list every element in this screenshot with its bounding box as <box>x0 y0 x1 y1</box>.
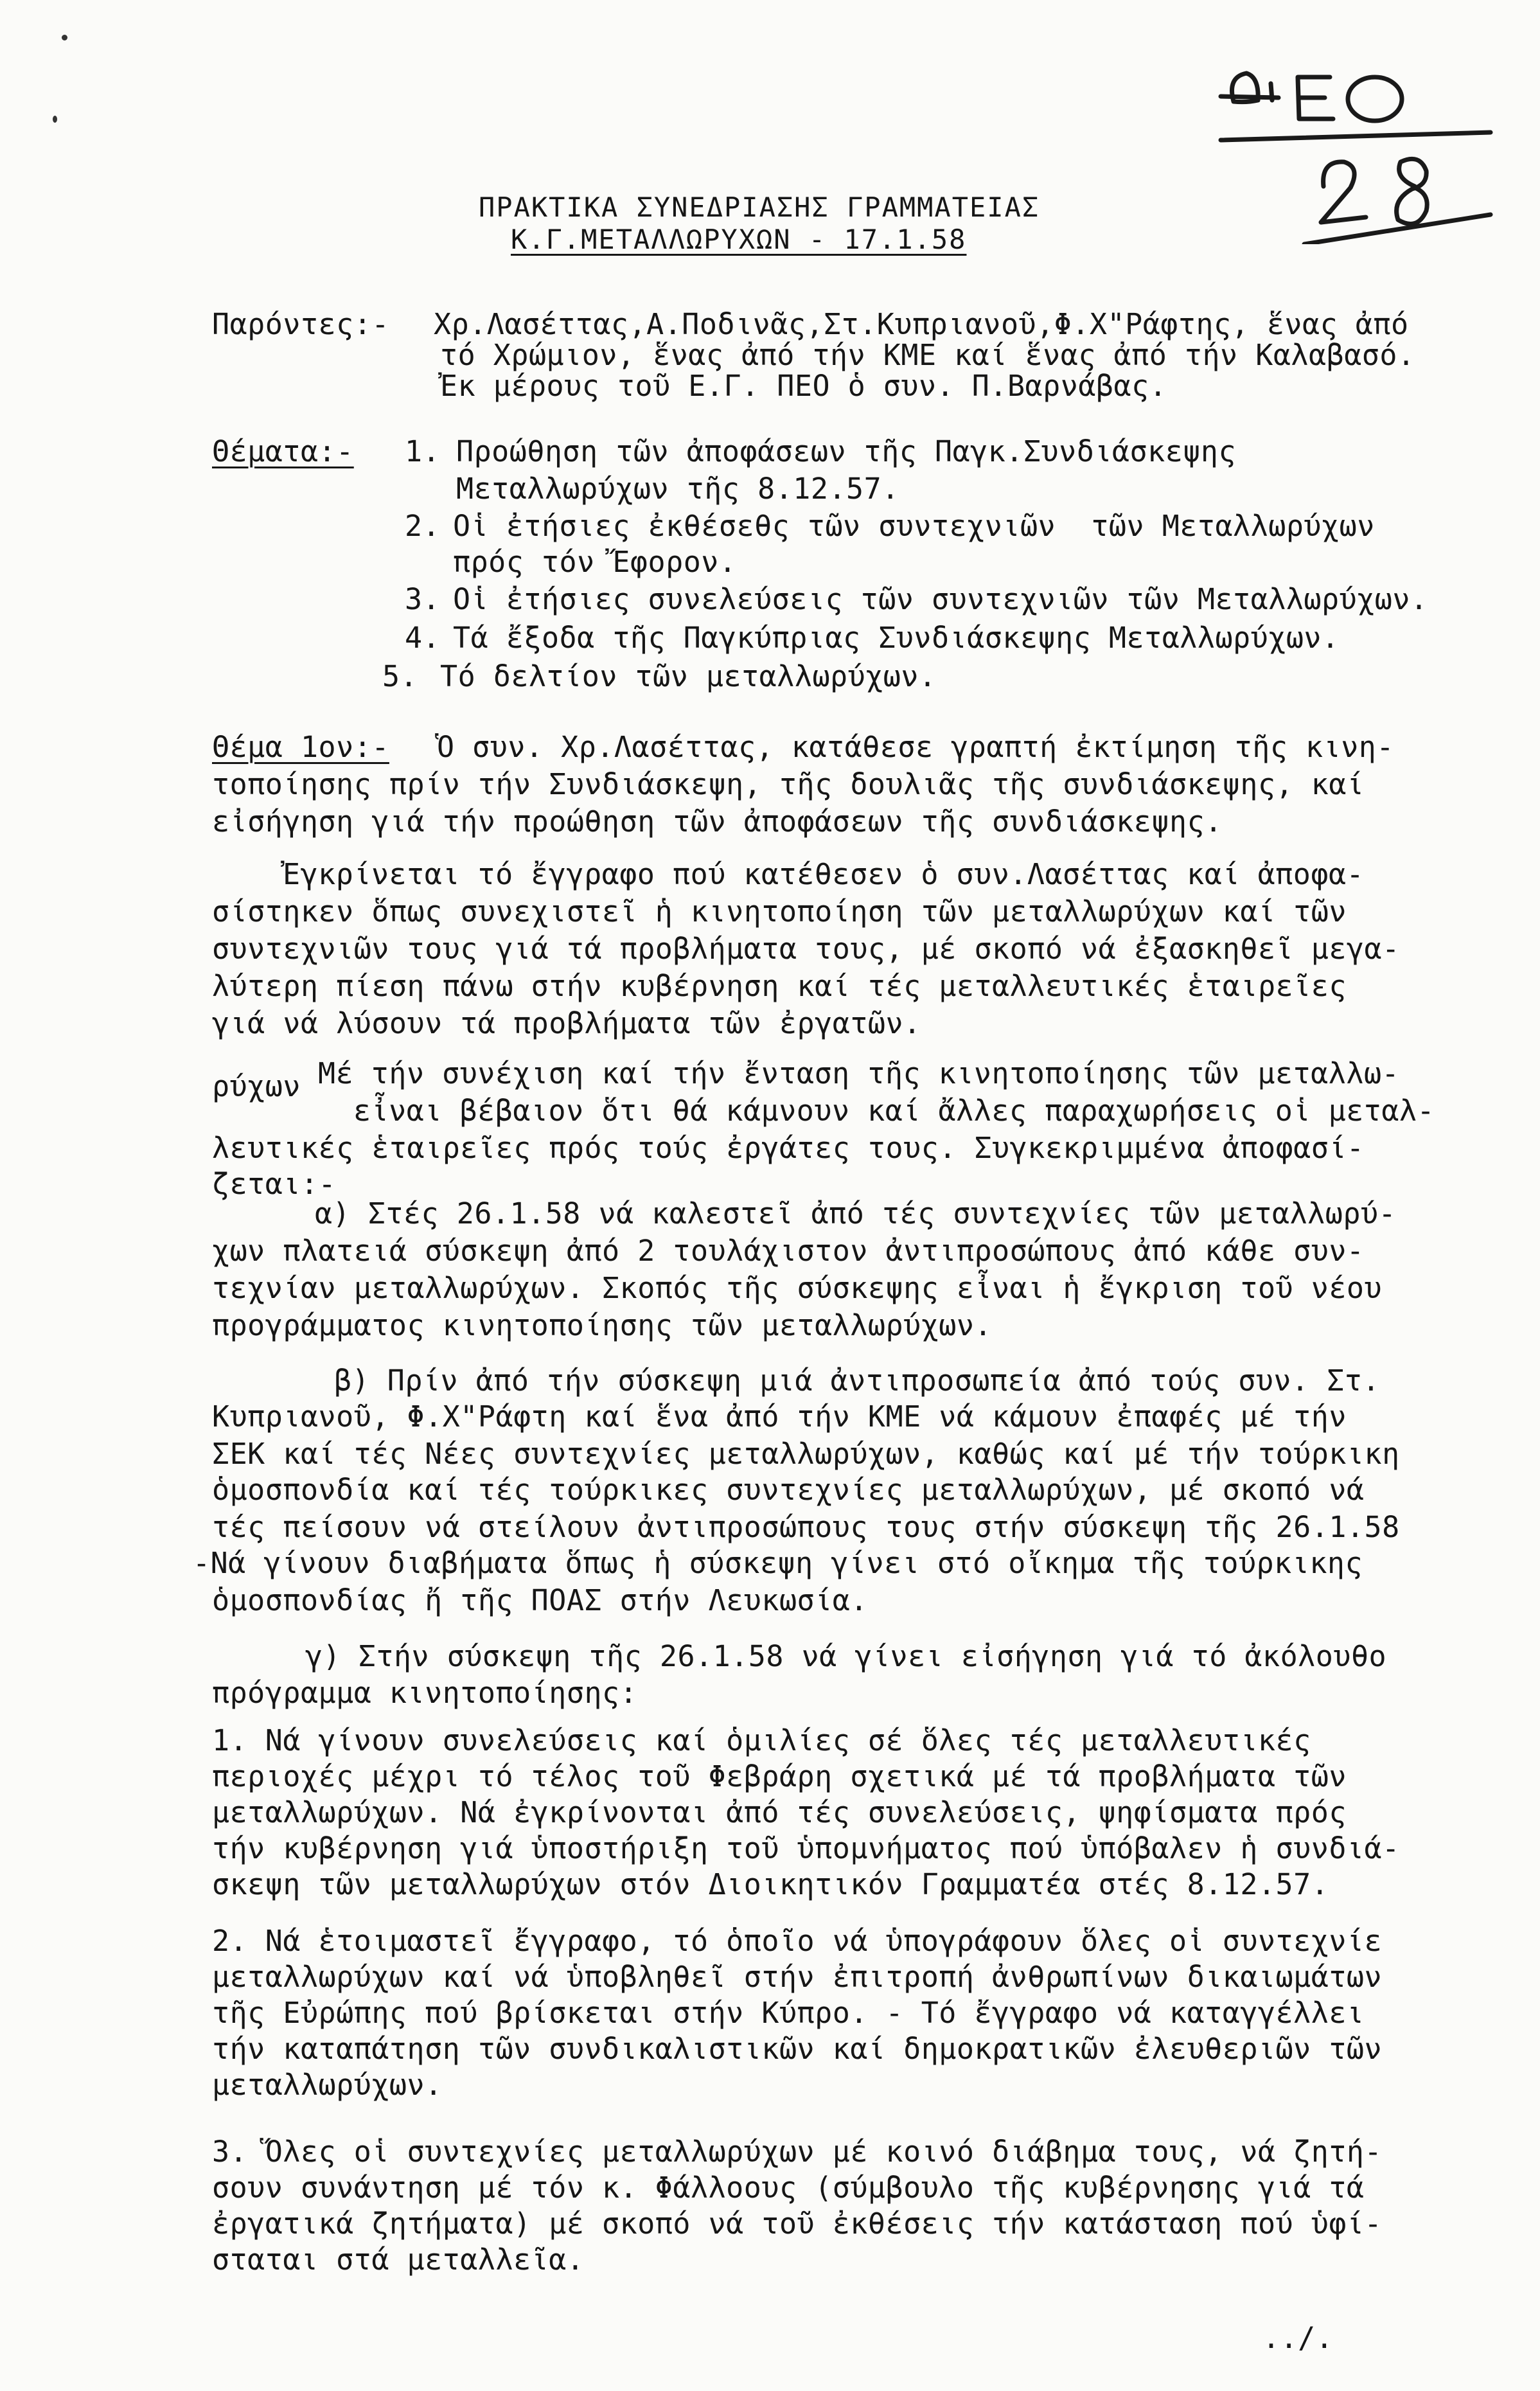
paragraph-line: λύτερη πίεση πάνω στήν κυβέρνηση καί τές μεταλλευτικές ἑταιρεῖες <box>212 969 1347 1003</box>
decision-line: προγράμματος κινητοποίησης τῶν μεταλλωρύχων. <box>212 1308 993 1342</box>
decision-line: ὁμοσπονδίας ἤ τῆς ΠΟΑΣ στήν Λευκωσία. <box>212 1583 868 1617</box>
decision-line: πρόγραμμα κινητοποίησης: <box>212 1676 638 1710</box>
paragraph-line: συντεχνιῶν τους γιά τά προβλήματα τους, μέ σκοπό νά ἐξασκηθεῖ μεγα- <box>212 932 1400 966</box>
attendees-label: Παρόντες:- <box>212 307 389 341</box>
document-title: ΠΡΑΚΤΙΚΑ ΣΥΝΕΔΡΙΑΣΗΣ ΓΡΑΜΜΑΤΕΙΑΣ <box>479 191 1040 223</box>
agenda-item-text: Προώθηση τῶν ἀποφάσεων τῆς Παγκ.Συνδιάσκεψης <box>456 434 1237 468</box>
paragraph-line: Ὁ συν. Χρ.Λασέττας, κατάθεσε γραπτή ἐκτίμηση τῆς κινη- <box>437 730 1394 764</box>
paragraph-line: εἰσήγηση γιά τήν προώθηση τῶν ἀποφάσεων τῆς συνδιάσκεψης. <box>212 804 1223 839</box>
agenda-item-number: 2. <box>405 509 441 543</box>
program-item-line: σταται στά μεταλλεῖα. <box>212 2243 585 2277</box>
topic-label: Θέμα 1ον:- <box>212 730 389 764</box>
agenda-item-number: 1. <box>405 434 441 468</box>
paragraph-line: εἶναι βέβαιον ὅτι θά κάμνουν καί ἄλλες παραχωρήσεις οἱ μεταλ- <box>353 1094 1435 1128</box>
agenda-item-number: 3. <box>405 582 441 616</box>
paragraph-line: γιά νά λύσουν τά προβλήματα τῶν ἐργατῶν. <box>212 1006 921 1040</box>
decision-line: β) Πρίν ἀπό τήν σύσκεψη μιά ἀντιπροσωπεία ἀπό τούς συν. Στ. <box>334 1364 1380 1398</box>
decision-line: τεχνίαν μεταλλωρύχων. Σκοπός τῆς σύσκεψης εἶναι ἡ ἔγκριση τοῦ νέου <box>212 1271 1383 1305</box>
attendees-line: Χρ.Λασέττας,Α.Ποδινᾶς,Στ.Κυπριανοῦ,Φ.Χ"Ράφτης, ἕνας ἀπό <box>434 307 1409 341</box>
agenda-item-number: 4. <box>405 621 441 655</box>
decision-line: α) Στές 26.1.58 νά καλεστεῖ ἀπό τές συντεχνίες τῶν μεταλλωρύ- <box>315 1196 1397 1231</box>
decision-line: ὁμοσπονδία καί τές τούρκικες συντεχνίες μεταλλωρύχων, μέ σκοπό νά <box>212 1473 1365 1507</box>
agenda-item-text: Τό δελτίον τῶν μεταλλωρύχων. <box>440 659 937 693</box>
program-item-line: περιοχές μέχρι τό τέλος τοῦ Φεβράρη σχετικά μέ τά προβλήματα τῶν <box>212 1759 1347 1793</box>
agenda-item-text: πρός τόν Ἔφορον. <box>453 545 737 579</box>
decision-line: χων πλατειά σύσκεψη ἀπό 2 τουλάχιστον ἀντιπροσώπους ἀπό κάθε συν- <box>212 1234 1365 1268</box>
decision-line: τές πείσουν νά στείλουν ἀντιπροσώπους τους στήν σύσκεψη τῆς 26.1.58 <box>212 1510 1400 1544</box>
paragraph-line: ζεται:- <box>212 1167 337 1201</box>
scan-speck <box>62 35 67 40</box>
agenda-item-text: Τά ἔξοδα τῆς Παγκύπριας Συνδιάσκεψης Μεταλλωρύχων. <box>453 621 1340 655</box>
program-item-line: 3. Ὅλες οἱ συντεχνίες μεταλλωρύχων μέ κοινό διάβημα τους, νά ζητή- <box>212 2135 1383 2169</box>
handwritten-archive-mark <box>1208 51 1503 244</box>
program-item-line: σουν συνάντηση μέ τόν κ. Φάλλοους (σύμβουλο τῆς κυβέρνησης γιά τά <box>212 2171 1365 2205</box>
decision-line: -Νά γίνουν διαβήματα ὅπως ἡ σύσκεψη γίνει στό οἴκημα τῆς τούρκικης <box>193 1546 1363 1580</box>
agenda-item-text: Οἱ ἐτήσιες ἐκθέσεθς τῶν συντεχνιῶν τῶν Μεταλλωρύχων <box>453 509 1375 543</box>
agenda-item-number: 5. <box>382 659 418 693</box>
continuation-mark: ../. <box>1262 2321 1334 2355</box>
program-item-line: 1. Νά γίνουν συνελεύσεις καί ὁμιλίες σέ ὅλες τές μεταλλευτικές <box>212 1723 1311 1757</box>
program-item-line: σκεψη τῶν μεταλλωρύχων στόν Διοικητικόν Γραμματέα στές 8.12.57. <box>212 1867 1329 1901</box>
program-item-line: τῆς Εὐρώπης πού βρίσκεται στήν Κύπρο. - Τό ἔγγραφο νά καταγγέλλει <box>212 1996 1365 2030</box>
paragraph-line: λευτικές ἑταιρεῖες πρός τούς ἐργάτες τους. Συγκεκριμμένα ἀποφασί- <box>212 1131 1365 1165</box>
program-item-line: μεταλλωρύχων καί νά ὑποβληθεῖ στήν ἐπιτροπή ἀνθρωπίνων δικαιωμάτων <box>212 1960 1383 1994</box>
program-item-line: τήν κυβέρνηση γιά ὑποστήριξη τοῦ ὑπομνήματος πού ὑπόβαλεν ἡ συνδιά- <box>212 1831 1400 1865</box>
program-item-line: μεταλλωρύχων. <box>212 2068 443 2102</box>
program-item-line: 2. Νά ἑτοιμαστεῖ ἔγγραφο, τό ὁποῖο νά ὑπογράφουν ὅλες οἱ συντεχνίε <box>212 1924 1383 1958</box>
paragraph-line: σίστηκεν ὅπως συνεχιστεῖ ἡ κινητοποίηση τῶν μεταλλωρύχων καί τῶν <box>212 894 1347 929</box>
paragraph-line: ρύχων <box>212 1069 301 1103</box>
paragraph-line: Ἐγκρίνεται τό ἔγγραφο πού κατέθεσεν ὁ συν.Λασέττας καί ἀποφα- <box>283 857 1365 891</box>
decision-line: Κυπριανοῦ, Φ.Χ"Ράφτη καί ἕνα ἀπό τήν ΚΜΕ νά κάμουν ἐπαφές μέ τήν <box>212 1400 1347 1434</box>
program-item-line: ἐργατικά ζητήματα) μέ σκοπό νά τοῦ ἐκθέσεις τήν κατάσταση πού ὑφί- <box>212 2207 1383 2241</box>
agenda-item-text: Μεταλλωρύχων τῆς 8.12.57. <box>456 472 899 506</box>
paragraph-line: τοποίησης πρίν τήν Συνδιάσκεψη, τῆς δουλιᾶς τῆς συνδιάσκεψης, καί <box>212 767 1365 801</box>
program-item-line: μεταλλωρύχων. Νά ἐγκρίνονται ἀπό τές συνελεύσεις, ψηφίσματα πρός <box>212 1795 1347 1829</box>
attendees-line: Ἐκ μέρους τοῦ Ε.Γ. ΠΕΟ ὁ συν. Π.Βαρνάβας. <box>440 369 1167 403</box>
agenda-label: Θέματα:- <box>212 434 354 468</box>
attendees-line: τό Χρώμιον, ἕνας ἀπό τήν ΚΜΕ καί ἕνας ἀπό τήν Καλαβασό. <box>440 338 1415 372</box>
decision-line: ΣΕΚ καί τές Νέες συντεχνίες μεταλλωρύχων, καθώς καί μέ τήν τούρκικη <box>212 1437 1400 1471</box>
decision-line: γ) Στήν σύσκεψη τῆς 26.1.58 νά γίνει εἰσήγηση γιά τό ἀκόλουθο <box>305 1639 1387 1673</box>
document-subtitle: Κ.Γ.ΜΕΤΑΛΛΩΡΥΧΩΝ - 17.1.58 <box>511 224 967 255</box>
scan-speck <box>53 116 57 123</box>
agenda-item-text: Οἱ ἐτήσιες συνελεύσεις τῶν συντεχνιῶν τῶν Μεταλλωρύχων. <box>453 582 1428 616</box>
paragraph-line: Μέ τήν συνέχιση καί τήν ἔνταση τῆς κινητοποίησης τῶν μεταλλω- <box>318 1056 1400 1090</box>
program-item-line: τήν καταπάτηση τῶν συνδικαλιστικῶν καί δημοκρατικῶν ἐλευθεριῶν τῶν <box>212 2032 1383 2066</box>
